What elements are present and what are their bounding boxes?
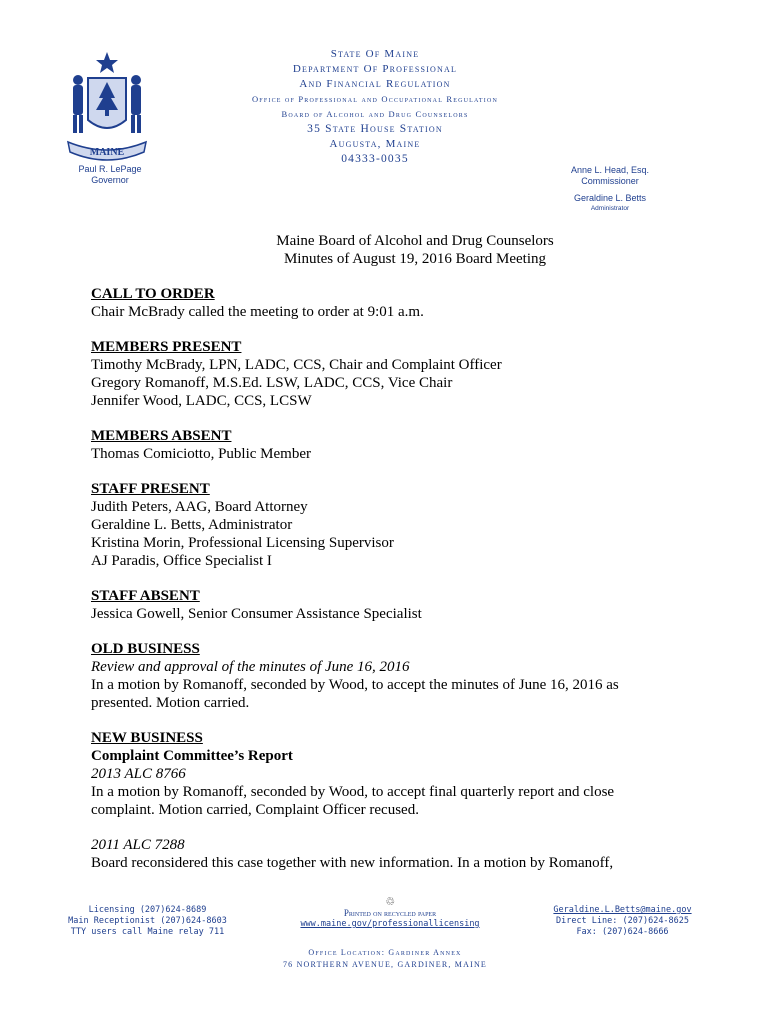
section-text: Chair McBrady called the meeting to order at 9:01 a.m. [91,304,424,320]
section-heading: STAFF PRESENT [91,481,210,497]
list-item: Jennifer Wood, LADC, CCS, LCSW [91,393,312,409]
governor-name: Paul R. LePage [78,164,142,174]
footer-center [295,896,485,930]
letterhead-zip: 04333-0035 [341,153,409,165]
section-heading: OLD BUSINESS [91,641,200,657]
section-heading: NEW BUSINESS [91,730,203,746]
document-title-block [190,232,640,268]
footer-receptionist-phone: Main Receptionist (207)624-8603 [68,916,227,926]
footer-contact-right [540,905,705,938]
svg-text:MAINE: MAINE [89,147,125,158]
section-members-absent [91,427,651,463]
section-staff-present [91,480,651,570]
section-heading: MEMBERS ABSENT [91,428,232,444]
maine-state-seal-icon [58,50,156,168]
list-item: Geraldine L. Betts, Administrator [91,517,293,533]
footer-licensing-phone: Licensing (207)624-8689 [88,905,207,915]
letterhead-department-cont: And Financial Regulation [299,78,451,90]
section-staff-absent [91,587,651,623]
administrator-title: Administrator [590,205,630,212]
paragraph-line: presented. Motion carried. [91,695,250,711]
letterhead-office: Office of Professional and Occupational Regulation [251,94,499,104]
governor-block [60,164,160,186]
list-item: Gregory Romanoff, M.S.Ed. LSW, LADC, CCS, Vice Chair [91,375,453,391]
letterhead [195,47,555,167]
letterhead-station: 35 State House Station [307,123,443,135]
list-item: Thomas Comiciotto, Public Member [91,446,311,462]
officials-block [535,165,685,213]
section-heading: STAFF ABSENT [91,588,200,604]
administrator-name: Geraldine L. Betts [573,193,647,203]
footer-website-link[interactable]: www.maine.gov/professionallicensing [300,919,480,929]
minutes-content [91,285,651,889]
governor-title: Governor [91,175,129,185]
paragraph-line: In a motion by Romanoff, seconded by Wood, to accept final quarterly report and close [91,784,615,800]
document-title: Maine Board of Alcohol and Drug Counselors [276,233,554,249]
office-location-label: Office Location: Gardiner Annex [308,948,462,957]
section-subheading: Review and approval of the minutes of June 16, 2016 [91,659,410,675]
paragraph-line: Board reconsidered this case together with new information. In a motion by Romanoff, [91,855,614,871]
section-call-to-order [91,285,651,321]
section-members-present [91,338,651,410]
footer-email-link[interactable]: Geraldine.L.Betts@maine.gov [553,905,692,915]
list-item: Timothy McBrady, LPN, LADC, CCS, Chair and Complaint Officer [91,357,502,373]
footer-direct-line: Direct Line: (207)624-8625 [555,916,690,926]
letterhead-department: Department Of Professional [292,63,458,75]
office-address: 76 NORTHERN AVENUE, GARDINER, MAINE [282,960,488,969]
section-heading: CALL TO ORDER [91,286,215,302]
list-item: Judith Peters, AAG, Board Attorney [91,499,308,515]
footer-contact-left [65,905,230,938]
footer-printed-note: Printed on recycled paper [343,908,437,918]
letterhead-state: State Of Maine [330,48,420,60]
case-number: 2011 ALC 7288 [91,837,185,853]
section-old-business [91,640,651,712]
footer-tty: TTY users call Maine relay 711 [70,927,225,937]
commissioner-title: Commissioner [581,176,639,186]
document-subtitle: Minutes of August 19, 2016 Board Meeting [283,251,547,267]
list-item: Jessica Gowell, Senior Consumer Assistance Specialist [91,606,422,622]
commissioner-name: Anne L. Head, Esq. [570,165,650,175]
section-heading: MEMBERS PRESENT [91,339,242,355]
list-item: AJ Paradis, Office Specialist I [91,553,272,569]
paragraph-line: complaint. Motion carried, Complaint Officer recused. [91,802,419,818]
case-number: 2013 ALC 8766 [91,766,186,782]
recycle-icon: ♲ [385,895,395,908]
section-new-business [91,729,651,872]
list-item: Kristina Morin, Professional Licensing Supervisor [91,535,394,551]
paragraph-line: In a motion by Romanoff, seconded by Wood, to accept the minutes of June 16, 2016 as [91,677,619,693]
footer-office-location [235,947,535,971]
letterhead-board: Board of Alcohol and Drug Counselors [281,109,469,119]
section-subheading: Complaint Committee’s Report [91,748,293,764]
footer-fax: Fax: (207)624-8666 [576,927,669,937]
letterhead-city: Augusta, Maine [329,138,421,150]
